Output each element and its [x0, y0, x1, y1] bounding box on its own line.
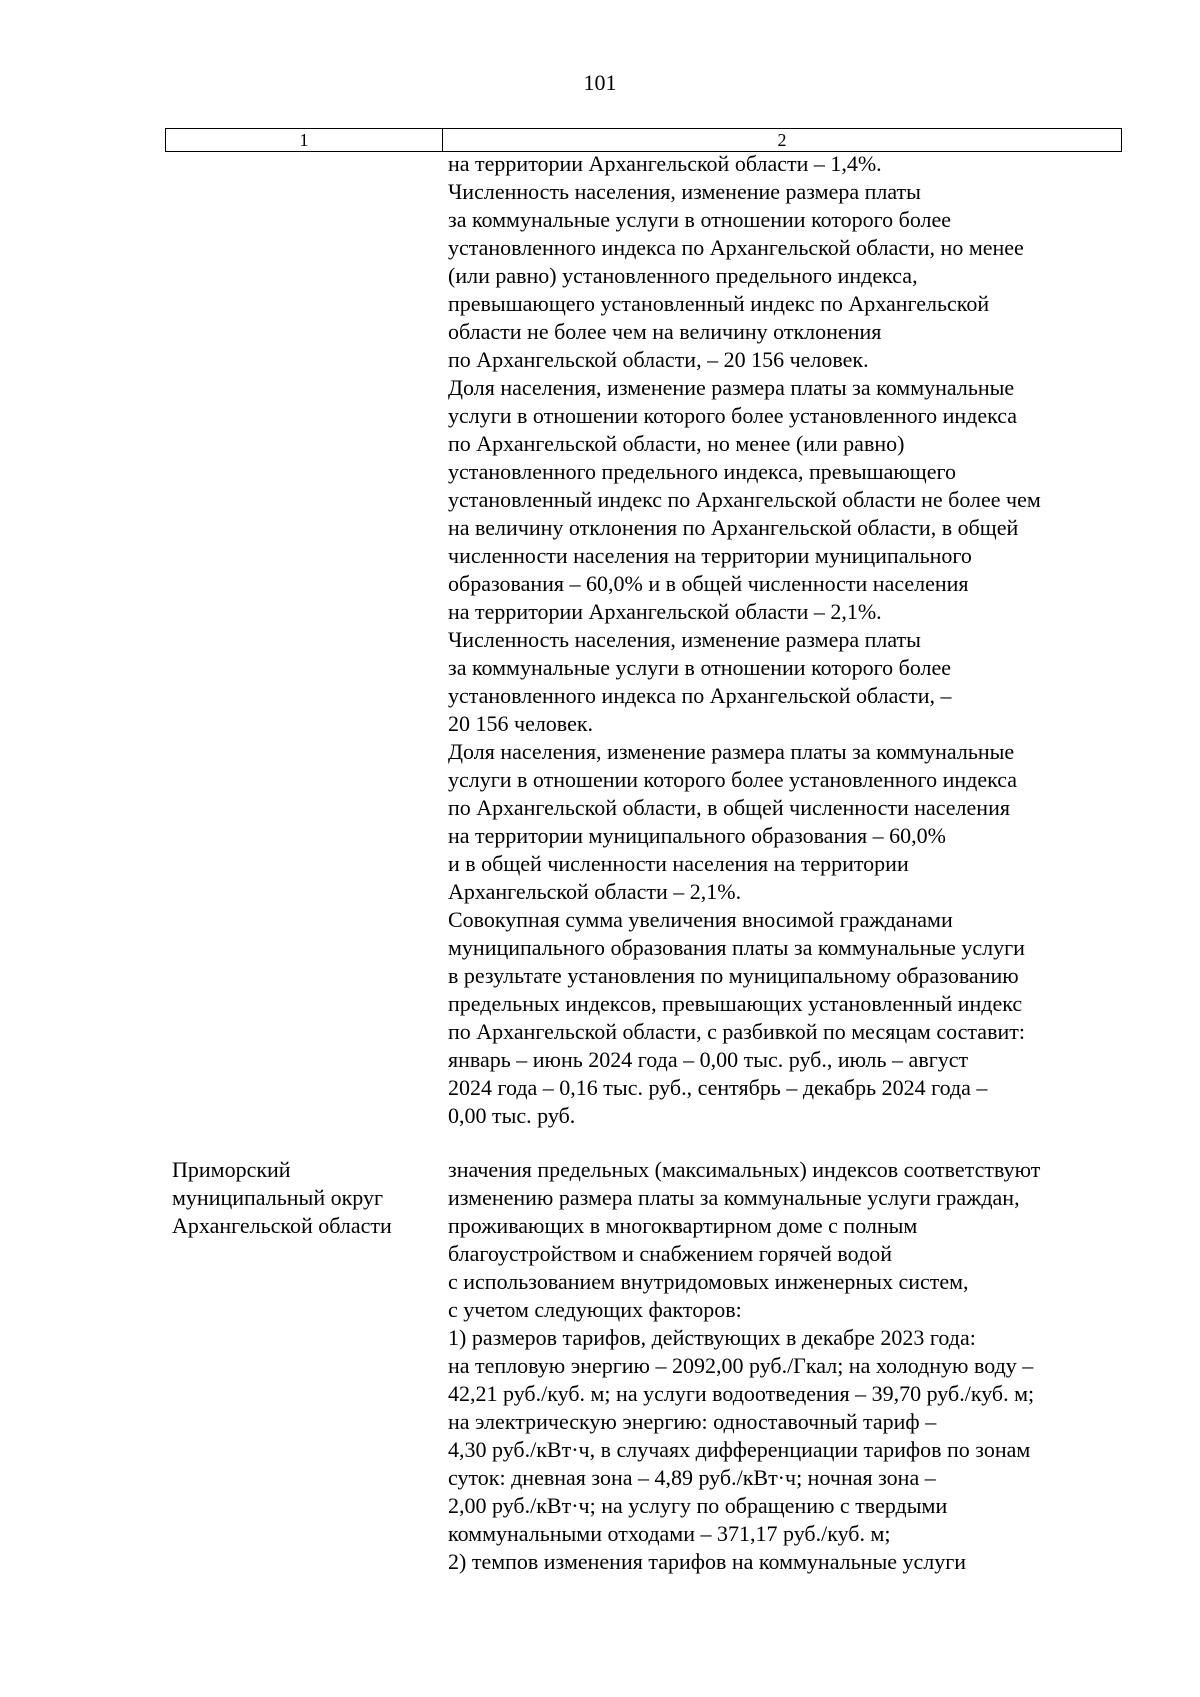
text-line: на территории Архангельской области – 2,1%. [448, 599, 882, 624]
text-line: Доля населения, изменение размера платы за коммунальные [448, 739, 1015, 764]
text-line: установленного индекса по Архангельской области, – [448, 683, 952, 708]
text-line: 42,21 руб./куб. м; на услуги водоотведения – 39,70 руб./куб. м; [448, 1381, 1035, 1406]
text-line: коммунальными отходами – 371,17 руб./куб. м; [448, 1521, 891, 1546]
text-line: Численность населения, изменение размера платы [448, 179, 921, 204]
text-line: суток: дневная зона – 4,89 руб./кВт·ч; ночная зона – [448, 1465, 936, 1490]
label-line: Архангельской области [172, 1213, 392, 1238]
text-line: и в общей численности населения на территории [448, 851, 909, 876]
text-line: значения предельных (максимальных) индексов соответствуют [448, 1157, 1041, 1182]
text-line: 0,00 тыс. руб. [448, 1103, 576, 1128]
text-line: на электрическую энергию: одноставочный тариф – [448, 1409, 937, 1434]
text-line: услуги в отношении которого более установленного индекса [448, 403, 1018, 428]
column-2-header: 2 [443, 129, 1122, 152]
text-line: образования – 60,0% и в общей численности населения [448, 571, 969, 596]
text-line: по Архангельской области, – 20 156 человек. [448, 347, 869, 372]
text-line: в результате установления по муниципальному образованию [448, 963, 1019, 988]
text-line: установленного индекса по Архангельской области, но менее [448, 235, 1024, 260]
text-line: проживающих в многоквартирном доме с полным [448, 1213, 918, 1238]
text-line: Доля населения, изменение размера платы за коммунальные [448, 375, 1015, 400]
continuation-text-block [448, 150, 1128, 1130]
text-line: 2024 года – 0,16 тыс. руб., сентябрь – декабрь 2024 года – [448, 1075, 988, 1100]
text-line: за коммунальные услуги в отношении которого более [448, 207, 952, 232]
text-line: установленный индекс по Архангельской области не более чем [448, 487, 1041, 512]
text-line: на величину отклонения по Архангельской области, в общей [448, 515, 1019, 540]
text-line: Численность населения, изменение размера платы [448, 627, 921, 652]
label-line: муниципальный округ [172, 1185, 384, 1210]
text-line: (или равно) установленного предельного индекса, [448, 263, 918, 288]
text-line: по Архангельской области, но менее (или равно) [448, 431, 905, 456]
text-line: установленного предельного индекса, превышающего [448, 459, 956, 484]
text-line: с использованием внутридомовых инженерных систем, [448, 1269, 969, 1294]
table-header [165, 128, 1122, 152]
text-line: 4,30 руб./кВт·ч, в случаях дифференциации тарифов по зонам [448, 1437, 1031, 1462]
text-line: Совокупная сумма увеличения вносимой гражданами [448, 907, 953, 932]
text-line: области не более чем на величину отклонения [448, 319, 882, 344]
text-line: 2) темпов изменения тарифов на коммунальные услуги [448, 1549, 967, 1574]
column-1-header: 1 [166, 129, 443, 152]
text-line: на территории муниципального образования – 60,0% [448, 823, 946, 848]
page-number: 101 [583, 70, 617, 95]
text-line: услуги в отношении которого более установленного индекса [448, 767, 1018, 792]
text-line: 2,00 руб./кВт·ч; на услугу по обращению с твердыми [448, 1493, 948, 1518]
text-line: численности населения на территории муниципального [448, 543, 972, 568]
text-line: январь – июнь 2024 года – 0,00 тыс. руб., июль – август [448, 1047, 969, 1072]
text-line: 1) размеров тарифов, действующих в декабре 2023 года: [448, 1325, 976, 1350]
text-line: на тепловую энергию – 2092,00 руб./Гкал; на холодную воду – [448, 1353, 1034, 1378]
text-line: по Архангельской области, в общей численности населения [448, 795, 1010, 820]
municipality-name [172, 1156, 442, 1240]
text-line: благоустройством и снабжением горячей водой [448, 1241, 892, 1266]
text-line: за коммунальные услуги в отношении которого более [448, 655, 952, 680]
text-line: превышающего установленный индекс по Архангельской [448, 291, 990, 316]
text-line: предельных индексов, превышающих установленный индекс [448, 991, 1023, 1016]
label-line: Приморский [172, 1157, 291, 1182]
text-line: с учетом следующих факторов: [448, 1297, 742, 1322]
text-line: на территории Архангельской области – 1,4%. [448, 151, 882, 176]
municipality-description [448, 1156, 1128, 1576]
text-line: по Архангельской области, с разбивкой по месяцам составит: [448, 1019, 1025, 1044]
text-line: Архангельской области – 2,1%. [448, 879, 742, 904]
text-line: изменению размера платы за коммунальные услуги граждан, [448, 1185, 1020, 1210]
text-line: муниципального образования платы за коммунальные услуги [448, 935, 1025, 960]
text-line: 20 156 человек. [448, 711, 594, 736]
